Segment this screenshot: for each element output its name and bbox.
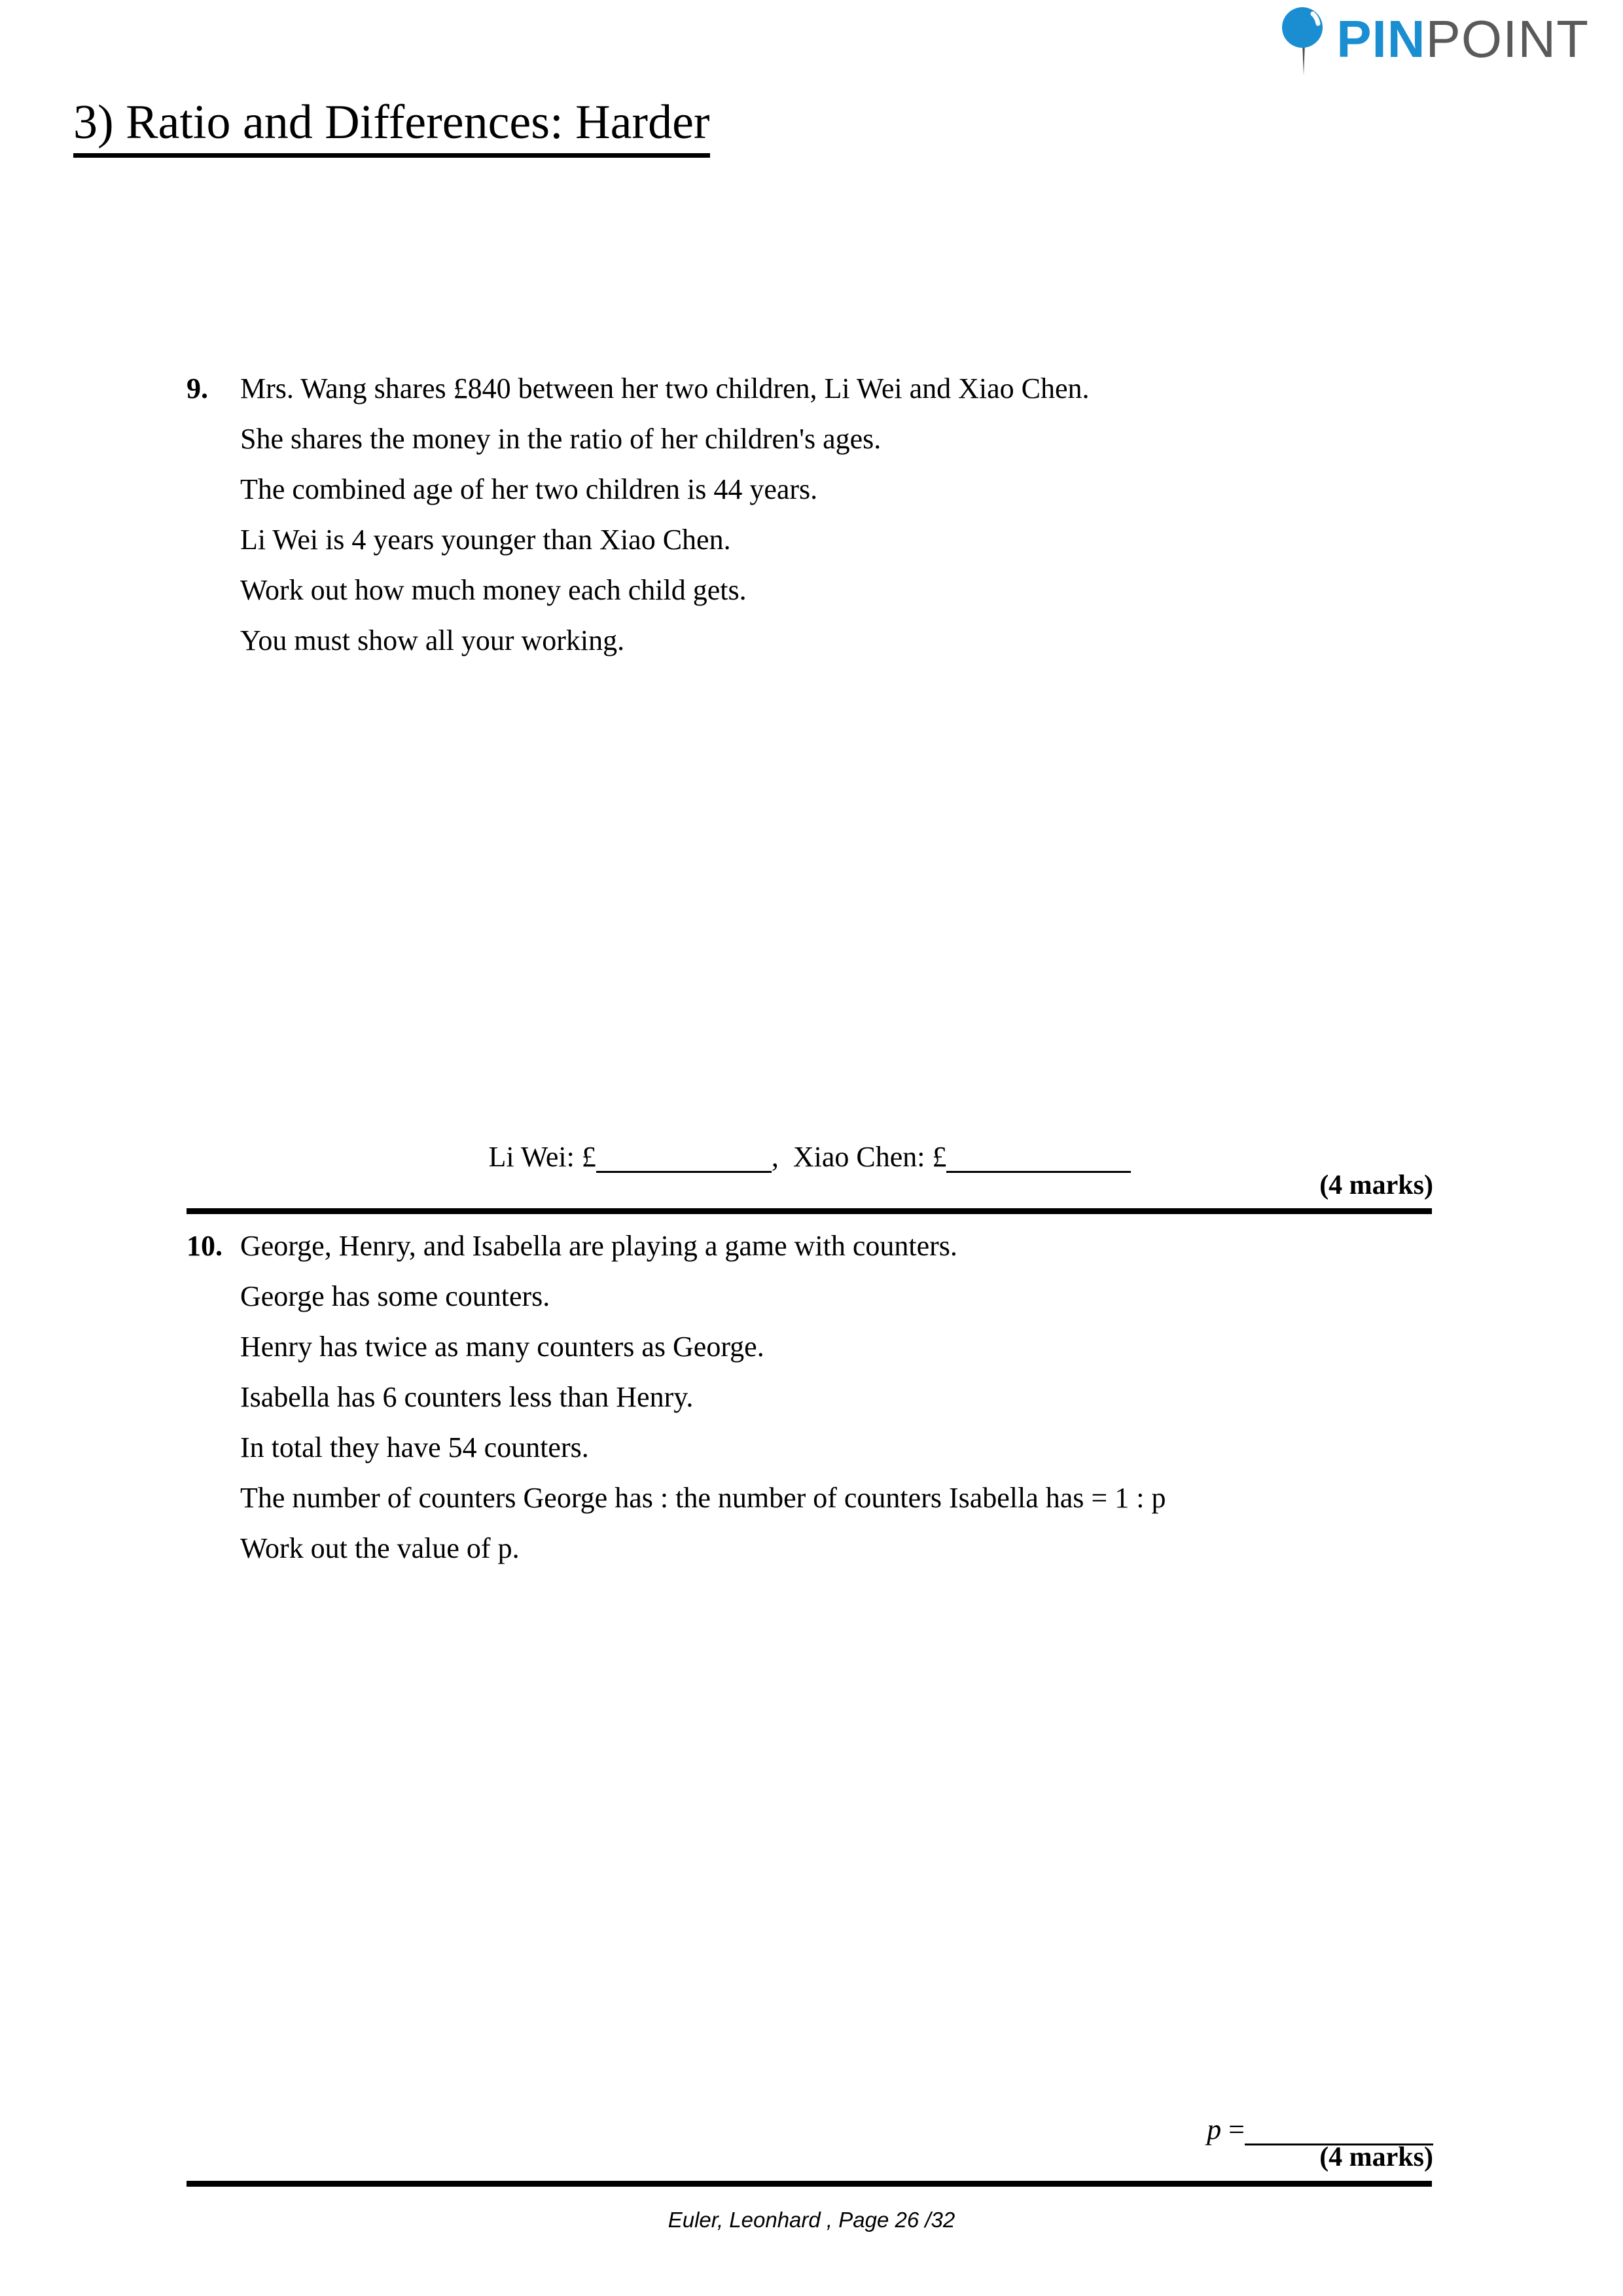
question-text: In total they have 54 counters. — [240, 1431, 589, 1463]
question-number: 9. — [187, 372, 208, 404]
question-line — [187, 526, 1433, 554]
answer-label-li-wei: Li Wei: £ — [488, 1141, 596, 1173]
map-pin-icon — [1272, 6, 1332, 77]
question-line — [187, 1484, 1433, 1513]
question-text: She shares the money in the ratio of her children's ages. — [240, 423, 882, 455]
question-text: Li Wei is 4 years younger than Xiao Chen. — [240, 524, 731, 556]
question-line — [187, 1232, 1433, 1261]
question-line — [187, 576, 1433, 605]
question-line — [187, 1433, 1433, 1462]
answer-label-p: p — [1207, 2113, 1222, 2145]
answer-blank-p[interactable] — [1245, 2115, 1433, 2145]
question-text: You must show all your working. — [240, 624, 625, 656]
answer-label-xiao-chen: Xiao Chen: £ — [793, 1141, 947, 1173]
question-number: 10. — [187, 1230, 223, 1262]
question-text: Mrs. Wang shares £840 between her two children, Li Wei and Xiao Chen. — [240, 372, 1090, 404]
question-line — [187, 1333, 1433, 1361]
question-10 — [187, 1232, 1433, 1585]
question-divider — [187, 1208, 1432, 1214]
pinpoint-logo — [1272, 5, 1589, 77]
question-text: George, Henry, and Isabella are playing a game with counters. — [240, 1230, 957, 1262]
question-text: Isabella has 6 counters less than Henry. — [240, 1381, 694, 1413]
footer-divider — [187, 2181, 1432, 2187]
question-10-marks: (4 marks) — [1319, 2142, 1433, 2172]
question-9-marks: (4 marks) — [1319, 1170, 1433, 1200]
logo-wordmark — [1336, 10, 1589, 68]
question-text: Henry has twice as many counters as George. — [240, 1331, 764, 1363]
question-9-answer-row — [187, 1140, 1433, 1174]
question-line — [187, 1282, 1433, 1311]
page-footer: Euler, Leonhard , Page 26 /32 — [668, 2208, 955, 2232]
question-text: Work out how much money each child gets. — [240, 574, 747, 606]
answer-equals-sign: = — [1221, 2113, 1245, 2145]
question-line — [187, 425, 1433, 454]
question-line — [187, 475, 1433, 504]
answer-blank-li-wei[interactable] — [596, 1142, 772, 1173]
answer-separator: , — [771, 1141, 793, 1173]
question-9 — [187, 374, 1433, 677]
question-text: The combined age of her two children is 44 years. — [240, 473, 818, 505]
question-line — [187, 1534, 1433, 1563]
answer-blank-xiao-chen[interactable] — [946, 1142, 1131, 1173]
page-title: 3) Ratio and Differences: Harder — [73, 97, 710, 158]
question-line — [187, 1383, 1433, 1412]
answer-line-content — [489, 1140, 1132, 1174]
question-text: The number of counters George has : the number of counters Isabella has = 1 : p — [240, 1482, 1166, 1514]
question-line — [187, 626, 1433, 655]
question-text: Work out the value of p. — [240, 1532, 520, 1564]
logo-pin-text: PIN — [1336, 10, 1426, 68]
question-line — [187, 374, 1433, 403]
question-text: George has some counters. — [240, 1280, 550, 1312]
logo-point-text: POINT — [1425, 10, 1589, 68]
